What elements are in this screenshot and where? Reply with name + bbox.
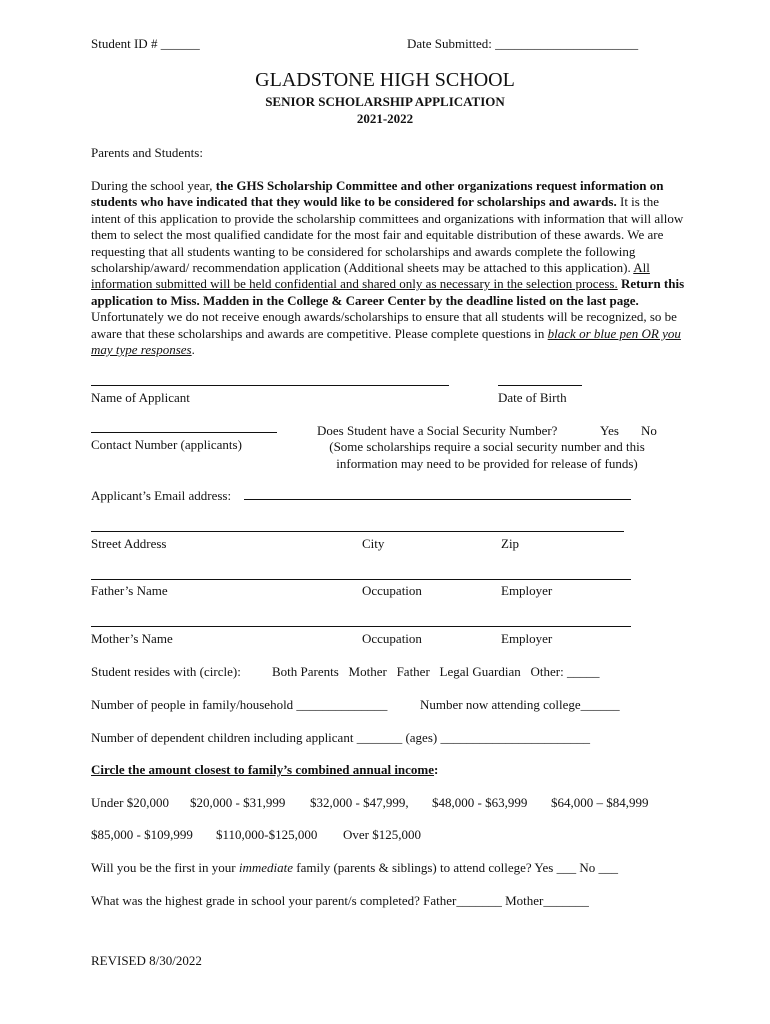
intro-text-1: During the school year, [91, 178, 216, 193]
zip-label: Zip [501, 536, 520, 551]
mother-employer-label: Employer [501, 631, 553, 646]
pen-instructions: black or blue pen OR you may type responses [91, 325, 681, 358]
income-heading [91, 762, 438, 778]
family-count-field[interactable]: Number of people in family/household ______________ [91, 697, 388, 712]
student-id-field[interactable]: Student ID # ______ [91, 36, 200, 51]
application-title: SENIOR SCHOLARSHIP APPLICATION [265, 94, 505, 109]
resides-options[interactable]: Both Parents Mother Father Legal Guardian Other: _____ [272, 664, 600, 679]
revised-date: REVISED 8/30/2022 [91, 953, 202, 968]
income-option-6[interactable]: $85,000 - $109,999 [91, 827, 193, 842]
address-input-line[interactable] [91, 531, 624, 532]
intro-text-bold: the GHS Scholarship Committee and other organizations request information on students who have indicated that they would like to be considered for scholarships and awards. [91, 178, 664, 210]
income-option-4[interactable]: $48,000 - $63,999 [432, 795, 528, 810]
mother-occupation-label: Occupation [362, 631, 422, 646]
dob-label: Date of Birth [498, 390, 567, 405]
contact-input-line[interactable] [91, 432, 277, 433]
highest-grade-question[interactable]: What was the highest grade in school your parent/s completed? Father_______ Mother_______ [91, 893, 589, 908]
street-label: Street Address [91, 536, 167, 551]
intro-paragraph [91, 178, 691, 358]
name-input-line[interactable] [91, 385, 449, 386]
income-option-3[interactable]: $32,000 - $47,999, [310, 795, 409, 810]
dependents-field[interactable]: Number of dependent children including applicant _______ (ages) _______________________ [91, 730, 590, 745]
return-instructions: Return this application to Miss. Madden in the College & Career Center by the deadline listed on the last page. [91, 276, 685, 308]
father-employer-label: Employer [501, 583, 553, 598]
first-college-question[interactable] [91, 860, 618, 876]
email-label: Applicant’s Email address: [91, 488, 232, 503]
income-option-1[interactable]: Under $20,000 [91, 795, 169, 810]
ssn-note-line-2: information may need to be provided for release of funds) [336, 456, 638, 471]
father-occupation-label: Occupation [362, 583, 422, 598]
first-college-text-1: Will you be the first in your [91, 860, 239, 875]
mother-input-line[interactable] [91, 626, 631, 627]
intro-period: . [191, 342, 195, 358]
ssn-yes-option[interactable]: Yes [600, 423, 619, 438]
college-count-field[interactable]: Number now attending college______ [420, 697, 620, 712]
city-label: City [362, 536, 385, 551]
first-college-text-2: family (parents & siblings) to attend college? Yes ___ No ___ [293, 860, 618, 875]
email-input-line[interactable] [244, 499, 631, 500]
ssn-note-line-1: (Some scholarships require a social security number and this [329, 439, 645, 454]
income-option-8[interactable]: Over $125,000 [343, 827, 421, 842]
ssn-no-option[interactable]: No [641, 423, 657, 438]
contact-label: Contact Number (applicants) [91, 437, 242, 452]
resides-label: Student resides with (circle): [91, 664, 241, 679]
intro-text-3: Unfortunately we do not receive enough awards/scholarships to ensure that all students will be recognized, so be aware that these scholarships and awards are competitive. Please complete questions in [91, 309, 677, 341]
school-title: GLADSTONE HIGH SCHOOL [255, 69, 515, 91]
income-heading-colon: : [434, 762, 439, 777]
father-name-label: Father’s Name [91, 583, 168, 598]
mother-name-label: Mother’s Name [91, 631, 173, 646]
dob-input-line[interactable] [498, 385, 582, 386]
greeting: Parents and Students: [91, 145, 203, 160]
intro-text-2: It is the intent of this application to provide the scholarship committees and organizations with information that will allow them to select the most qualified candidate for the most fair and equitable distribution of these awards. We are requesting that all students wanting to be considered for scholarships and awards complete the following scholarship/award/ recommendation application (Additional sheets may be attached to this application). [91, 194, 684, 276]
ssn-question: Does Student have a Social Security Number? [317, 423, 558, 438]
date-submitted-field[interactable]: Date Submitted: ______________________ [407, 36, 639, 51]
first-college-emphasis: immediate [238, 860, 294, 875]
father-input-line[interactable] [91, 579, 631, 580]
name-label: Name of Applicant [91, 390, 190, 405]
income-option-5[interactable]: $64,000 – $84,999 [551, 795, 649, 810]
income-option-7[interactable]: $110,000-$125,000 [216, 827, 318, 842]
application-year: 2021-2022 [356, 111, 414, 126]
income-option-2[interactable]: $20,000 - $31,999 [190, 795, 286, 810]
income-heading-text: Circle the amount closest to family’s combined annual income [91, 762, 435, 777]
confidential-notice: All information submitted will be held confidential and shared only as necessary in the selection process. [91, 260, 650, 292]
